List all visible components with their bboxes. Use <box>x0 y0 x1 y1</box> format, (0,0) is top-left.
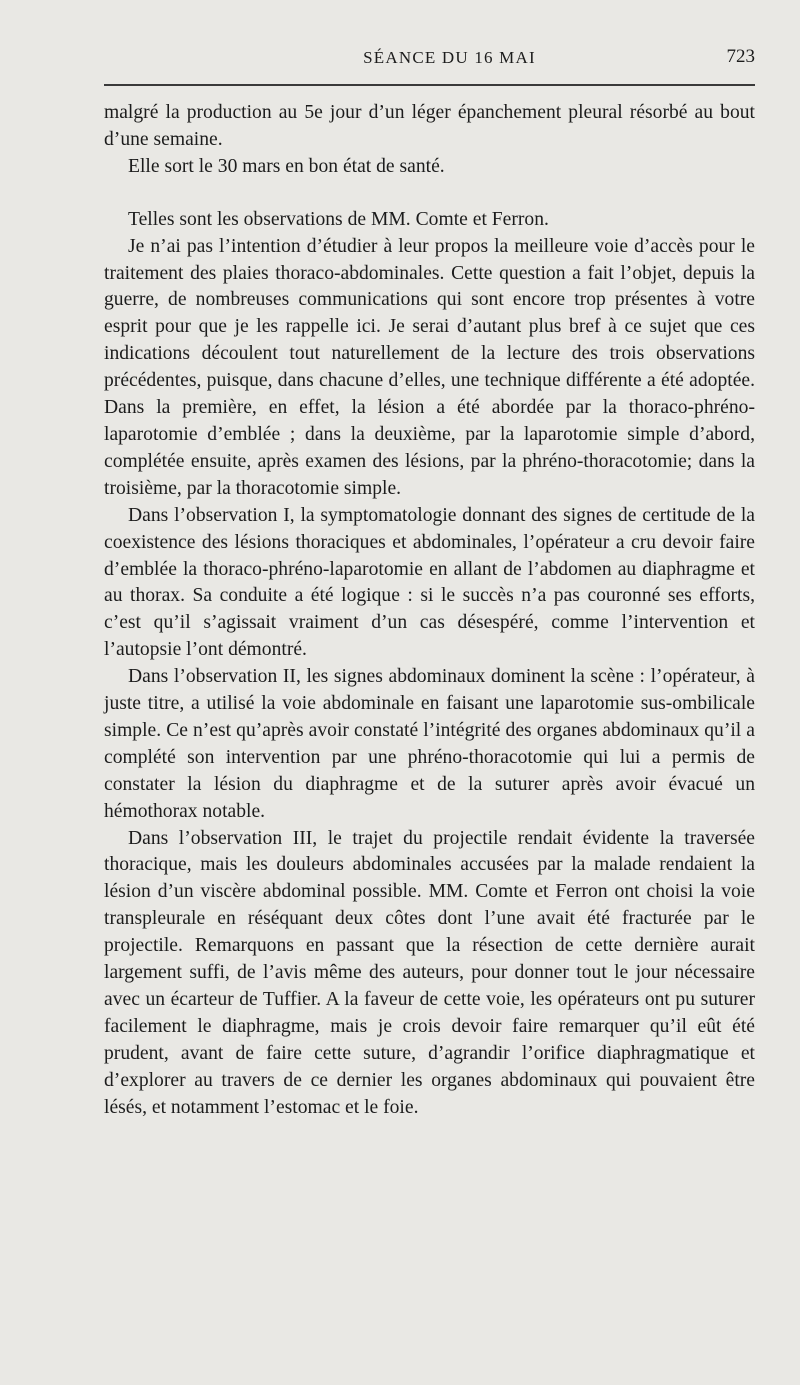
paragraph-continuation: malgré la production au 5e jour d’un léger épanchement pleural résorbé au bout d’une semaine. <box>104 102 755 150</box>
book-page <box>104 42 755 1122</box>
paragraph-observation-2: Dans l’observation II, les signes abdominaux dominent la scène : l’opérateur, à juste titre, a utilisé la voie abdominale en faisant une laparotomie sus-ombilicale simple. Ce n’est qu’après avoir constaté l’intégrité des organes abdominaux qu’il a complété son intervention par une phréno-thoracotomie qui lui a permis de constater la lésion du diaphragme et de la suturer après avoir évacué un hémothorax notable. <box>104 666 755 822</box>
body-text <box>104 100 755 1122</box>
running-head <box>104 42 755 76</box>
paragraph-discussion: Je n’ai pas l’intention d’étudier à leur propos la meilleure voie d’accès pour le traitement des plaies thoraco-abdominales. Cette question a fait l’objet, depuis la guerre, de nombreuses communications qui sont encore trop présentes à votre esprit pour que je les rappelle ici. Je serai d’autant plus bref à ce sujet que ces indications découlent tout naturellement de la lecture des trois observations précédentes, puisque, dans chacune d’elles, une technique différente a été adoptée. Dans la première, en effet, la lésion a été abordée par la thoraco-phréno-laparotomie d’emblée ; dans la deuxième, par la laparotomie simple d’abord, complétée ensuite, après examen des lésions, par la phréno-thoracotomie; dans la troisième, par la thoracotomie simple. <box>104 235 755 499</box>
paragraph-summary: Telles sont les observations de MM. Comte et Ferron. <box>128 208 549 230</box>
page-number: 723 <box>726 46 755 67</box>
header-rule <box>104 84 755 86</box>
section-gap <box>104 181 755 207</box>
running-title: SÉANCE DU 16 MAI <box>363 48 536 67</box>
paragraph-observation-1: Dans l’observation I, la symptomatologie donnant des signes de certitude de la coexistence des lésions thoraciques et abdominales, l’opérateur a cru devoir faire d’emblée la thoraco-phréno-laparotomie en allant de l’abdomen au diaphragme et au thorax. Sa conduite a été logique : si le succès n’a pas couronné ses efforts, c’est qu’il s’agissait vraiment d’un cas désespéré, comme l’intervention et l’autopsie l’ont démontré. <box>104 504 755 661</box>
paragraph-discharge: Elle sort le 30 mars en bon état de santé. <box>128 155 445 177</box>
paragraph-observation-3: Dans l’observation III, le trajet du projectile rendait évidente la traversée thoracique, mais les douleurs abdominales accusées par la malade rendaient la lésion d’un viscère abdominal possible. MM. Comte et Ferron ont choisi la voie transpleurale en réséquant deux côtes dont l’une avait été fracturée par le projectile. Remarquons en passant que la résection de cette dernière aurait largement suffi, de l’avis même des auteurs, pour donner tout le jour nécessaire avec un écarteur de Tuffier. A la faveur de cette voie, les opérateurs ont pu suturer facilement le diaphragme, mais je crois devoir faire remarquer qu’il eût été prudent, avant de faire cette suture, d’agrandir l’orifice diaphragmatique et d’explorer au travers de ce dernier les organes abdominaux qui pouvaient être lésés, et notamment l’estomac et le foie. <box>104 827 755 1118</box>
